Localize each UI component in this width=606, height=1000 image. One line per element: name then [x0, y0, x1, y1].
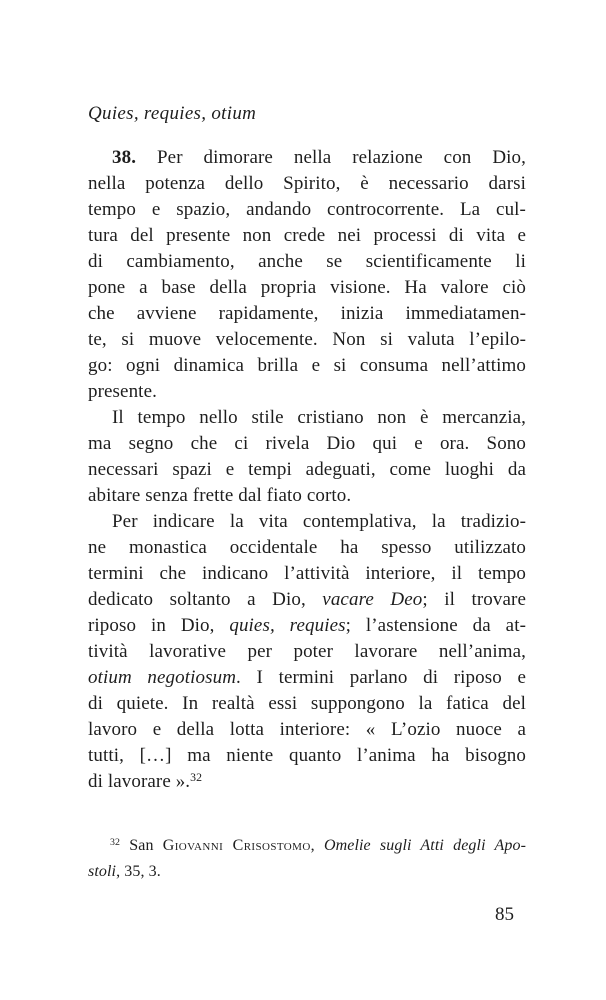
text-line: otium negotiosum. I termini parlano di riposo e — [88, 667, 526, 688]
body-text — [88, 145, 526, 797]
text-line: Per indicare la vita contemplativa, la tradizio- — [112, 511, 526, 532]
text-block — [88, 101, 526, 926]
text-line: go: ogni dinamica brilla e si consuma nell’attimo — [88, 355, 526, 376]
footnote — [88, 834, 526, 884]
paragraph — [88, 405, 526, 509]
page-number: 85 — [495, 904, 514, 925]
text-line: termini che indicano l’attività interiore, il tempo — [88, 563, 526, 584]
text-line: di quiete. In realtà essi suppongono la fatica del — [88, 693, 526, 714]
text-line: 38. Per dimorare nella relazione con Dio, — [112, 147, 526, 168]
text-line: che avviene rapidamente, inizia immediatamen- — [88, 303, 526, 324]
text-line: lavoro e della lotta interiore: « L’ozio nuoce a — [88, 719, 526, 740]
paragraph — [88, 145, 526, 405]
text-line: stoli, 35, 3. — [88, 863, 161, 880]
text-line: te, si muove velocemente. Non si valuta l’epilo- — [88, 329, 526, 350]
text-line: tempo e spazio, andando controcorrente. La cul- — [88, 199, 526, 220]
text-line: dedicato soltanto a Dio, vacare Deo; il trovare — [88, 589, 526, 610]
running-header: Quies, requies, otium — [88, 103, 257, 124]
text-line: abitare senza frette dal fiato corto. — [88, 485, 352, 506]
text-line: nella potenza dello Spirito, è necessario darsi — [88, 173, 526, 194]
text-line: di cambiamento, anche se scientificamente li — [88, 251, 526, 272]
text-line: di lavorare ».$^{32}$ — [88, 771, 203, 792]
text-line: ma segno che ci rivela Dio qui e ora. Sono — [88, 433, 526, 454]
text-line: necessari spazi e tempi adeguati, come luoghi da — [88, 459, 526, 480]
text-line: Il tempo nello stile cristiano non è mercanzia, — [112, 407, 526, 428]
text-line: $^{32}$ San Giovanni Crisostomo, Omelie sugli Atti degli Apo- — [110, 837, 527, 854]
text-line: presente. — [88, 381, 157, 402]
text-line: tutti, […] ma niente quanto l’anima ha bisogno — [88, 745, 526, 766]
text-line: tività lavorative per poter lavorare nell’anima, — [88, 641, 526, 662]
text-line: pone a base della propria visione. Ha valore ciò — [88, 277, 526, 298]
text-line: tura del presente non crede nei processi di vita e — [88, 225, 526, 246]
paragraph — [88, 834, 526, 884]
text-line: ne monastica occidentale ha spesso utilizzato — [88, 537, 526, 558]
paragraph — [88, 509, 526, 797]
text-line: riposo in Dio, quies, requies; l’astensione da at- — [88, 615, 527, 636]
